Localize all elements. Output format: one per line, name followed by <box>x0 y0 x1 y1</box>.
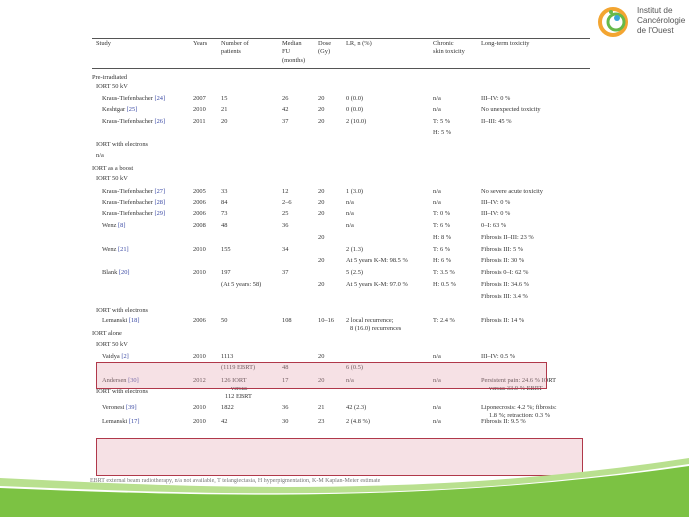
cell-patients: 112 EBRT <box>225 393 252 400</box>
cell-fu: 12 <box>282 188 289 195</box>
cell-patients: 48 <box>221 222 228 229</box>
citation-link[interactable]: [28] <box>154 199 166 206</box>
table-row <box>92 199 592 209</box>
citation-link[interactable]: [26] <box>154 118 166 125</box>
cell-years: 2010 <box>193 106 206 113</box>
cell-dose: 21 <box>318 404 325 411</box>
cell-skin: n/a <box>433 418 441 425</box>
cell-fu: 26 <box>282 95 289 102</box>
cell-tox: Fibrosis II–III: 23 % <box>481 234 534 241</box>
citation-link[interactable]: [39] <box>125 404 137 411</box>
cell-tox: III–IV: 0 % <box>481 199 511 206</box>
cell-fu: 42 <box>282 106 289 113</box>
section-row <box>92 388 592 398</box>
cell-study: Lemanski [18] <box>102 317 140 324</box>
cell-study: Kraus-Tiefenbacher [26] <box>102 118 166 125</box>
cell-skin: H: 6 % <box>433 257 452 264</box>
cell-tox: 0–I: 63 % <box>481 222 507 229</box>
cell-study: Veronesi [39] <box>102 404 137 411</box>
cell-patients: 197 <box>221 269 231 276</box>
cell-lr: n/a <box>346 199 354 206</box>
cell-fu: 34 <box>282 246 289 253</box>
cell-lr: 2 (1.3) <box>346 246 364 253</box>
cell-fu: 17 <box>282 377 289 384</box>
cell-skin: T: 6 % <box>433 222 451 229</box>
cell-patients: 33 <box>221 188 228 195</box>
cell-skin: n/a <box>433 188 441 195</box>
table-row <box>92 95 592 105</box>
cell-patients: (At 5 years: 58) <box>221 281 262 288</box>
cell-dose: 20 <box>318 234 325 241</box>
cell-lr: At 5 years K-M: 97.0 % <box>346 281 408 288</box>
cell-lr: 0 (0.0) <box>346 95 364 102</box>
cell-study: IORT as a boost <box>92 165 134 172</box>
header-study: Study <box>96 40 111 47</box>
cell-dose: 23 <box>318 418 325 425</box>
section-row <box>92 152 592 162</box>
citation-link[interactable]: [18] <box>128 317 140 324</box>
cell-tox: Fibrosis II: 34.6 % <box>481 281 529 288</box>
cell-tox: III–IV: 0.5 % <box>481 353 516 360</box>
cell-years: 2008 <box>193 222 206 229</box>
citation-link[interactable]: [17] <box>128 418 140 425</box>
cell-dose: 20 <box>318 210 325 217</box>
cell-study: IORT 50 kV <box>96 83 128 90</box>
section-row <box>92 330 592 340</box>
cell-patients: (1119 EBRT) <box>221 364 256 371</box>
cell-fu: 36 <box>282 222 289 229</box>
table-row <box>92 188 592 198</box>
institut-logo-text: Institut de Cancérologie de l'Ouest <box>637 6 686 35</box>
cell-study: Wenz [8] <box>102 222 126 229</box>
cell-skin: n/a <box>433 353 441 360</box>
cell-lr: 2 (4.8 %) <box>346 418 370 425</box>
cell-tox: 1.8 %; retraction: 0.3 % <box>489 412 551 419</box>
cell-tox: No severe acute toxicity <box>481 188 543 195</box>
header-skin: Chronic skin toxicity <box>433 40 465 56</box>
table-row <box>92 269 592 279</box>
cell-study: Keshtgar [25] <box>102 106 138 113</box>
cell-study: IORT 50 kV <box>96 175 128 182</box>
table-footnote: EBRT external beam radiotherapy, n/a not available, T telangiectasia, H hyperpigmentation, K-M Kaplan-Meier estimate <box>90 478 381 484</box>
cell-fu: 108 <box>282 317 292 324</box>
table-row <box>92 118 592 128</box>
cell-study: n/a <box>96 152 104 159</box>
cell-dose: 20 <box>318 199 325 206</box>
cell-skin: H: 5 % <box>433 129 452 136</box>
cell-years: 2011 <box>193 118 206 125</box>
section-row <box>92 175 592 185</box>
cell-patients: versus <box>231 385 248 392</box>
cell-fu: 30 <box>282 418 289 425</box>
cell-study: IORT with electrons <box>96 388 149 395</box>
cell-years: 2010 <box>193 418 206 425</box>
cell-skin: T: 5 % <box>433 118 451 125</box>
table-row <box>92 293 592 303</box>
citation-link[interactable]: [21] <box>118 246 129 253</box>
cell-tox: No unexpected toxicity <box>481 106 541 113</box>
cell-patients: 50 <box>221 317 228 324</box>
cell-study: Pre-irradiated <box>92 74 128 81</box>
table-row <box>92 317 592 332</box>
cell-dose: 10–16 <box>318 317 334 324</box>
cell-years: 2010 <box>193 269 206 276</box>
cell-study: Kraus-Tiefenbacher [27] <box>102 188 166 195</box>
cell-skin: n/a <box>433 199 441 206</box>
cell-study: Kraus-Tiefenbacher [28] <box>102 199 166 206</box>
header-fu: Median FU (months) <box>282 40 306 64</box>
cell-patients: 84 <box>221 199 228 206</box>
header-patients: Number of patients <box>221 40 249 56</box>
cell-lr: 42 (2.3) <box>346 404 367 411</box>
cell-tox: Persistent pain: 24.6 % IORT <box>481 377 557 384</box>
cell-tox: Fibrosis 0–I: 62 % <box>481 269 529 276</box>
table-row <box>92 257 592 267</box>
cell-dose: 20 <box>318 377 325 384</box>
table-row <box>92 246 592 256</box>
cell-fu: 37 <box>282 118 289 125</box>
citation-link[interactable]: [29] <box>154 210 166 217</box>
cell-skin: T: 6 % <box>433 246 451 253</box>
section-row <box>92 83 592 93</box>
cell-dose: 20 <box>318 353 325 360</box>
cell-study: Kraus-Tiefenbacher [29] <box>102 210 166 217</box>
citation-link[interactable]: [25] <box>126 106 138 113</box>
cell-fu: 37 <box>282 269 289 276</box>
cell-fu: 2–6 <box>282 199 292 206</box>
cell-tox: versus 33.9 % EBRT <box>489 385 543 392</box>
cell-years: 2006 <box>193 210 206 217</box>
cell-patients: 20 <box>221 118 228 125</box>
cell-fu: 36 <box>282 404 289 411</box>
cell-fu: 25 <box>282 210 289 217</box>
cell-dose: 20 <box>318 188 325 195</box>
cell-lr: n/a <box>346 222 354 229</box>
cell-study: Wenz [21] <box>102 246 129 253</box>
cell-patients: 1113 <box>221 353 234 360</box>
cell-lr: 1 (3.0) <box>346 188 364 195</box>
cell-skin: H: 8 % <box>433 234 452 241</box>
cell-tox: III–IV: 0 % <box>481 95 511 102</box>
cell-years: 2010 <box>193 246 206 253</box>
table-row <box>92 404 592 419</box>
cell-skin: T: 0 % <box>433 210 451 217</box>
section-row <box>92 165 592 175</box>
citation-link[interactable]: [20] <box>118 269 130 276</box>
cell-lr: At 5 years K-M: 98.5 % <box>346 257 408 264</box>
header-dose: Dose (Gy) <box>318 40 332 56</box>
cell-study: IORT with electrons <box>96 307 149 314</box>
cell-tox: Fibrosis II: 14 % <box>481 317 525 324</box>
cell-lr: 5 (2.5) <box>346 269 364 276</box>
table-row <box>92 222 592 232</box>
table-row <box>92 281 592 291</box>
cell-study: Blank [20] <box>102 269 130 276</box>
table-row <box>92 418 592 428</box>
citation-link[interactable]: [24] <box>154 95 166 102</box>
cell-skin: n/a <box>433 95 441 102</box>
cell-lr: 2 local recurrence; <box>346 317 394 324</box>
cell-years: 2010 <box>193 404 206 411</box>
cell-patients: 15 <box>221 95 228 102</box>
cell-years: 2010 <box>193 353 206 360</box>
cell-tox: Fibrosis III: 5 % <box>481 246 524 253</box>
cell-skin: n/a <box>433 106 441 113</box>
table-header <box>92 40 592 62</box>
section-row <box>92 341 592 351</box>
table-row <box>92 106 592 116</box>
cell-lr: n/a <box>346 377 354 384</box>
cell-tox: II–III: 45 % <box>481 118 512 125</box>
cell-study: IORT with electrons <box>96 141 149 148</box>
cell-study: Lemanski [17] <box>102 418 140 425</box>
cell-tox: Fibrosis III: 3.4 % <box>481 293 528 300</box>
cell-patients: 73 <box>221 210 228 217</box>
cell-lr: 0 (0.0) <box>346 106 364 113</box>
table-row <box>92 129 592 139</box>
cell-skin: n/a <box>433 404 441 411</box>
cell-dose: 20 <box>318 95 325 102</box>
section-row <box>92 307 592 317</box>
cell-lr: 6 (0.5) <box>346 364 364 371</box>
header-years: Years <box>193 40 208 47</box>
cell-skin: H: 0.5 % <box>433 281 456 288</box>
cell-patients: 155 <box>221 246 231 253</box>
cell-dose: 20 <box>318 106 325 113</box>
cell-dose: 20 <box>318 118 325 125</box>
cell-tox: Liponecrosis: 4.2 %; fibrosis: <box>481 404 557 411</box>
header-lr: LR, n (%) <box>346 40 372 47</box>
cell-study: Kraus-Tiefenbacher [24] <box>102 95 166 102</box>
cell-lr: n/a <box>346 210 354 217</box>
cell-study: IORT 50 kV <box>96 341 128 348</box>
citation-link[interactable]: [8] <box>118 222 126 229</box>
cell-patients: 1822 <box>221 404 234 411</box>
cell-study: IORT alone <box>92 330 122 337</box>
table-row <box>92 210 592 220</box>
highlight-iort-50kv <box>96 362 547 389</box>
cell-patients: 21 <box>221 106 228 113</box>
cell-years: 2006 <box>193 317 206 324</box>
cell-years: 2006 <box>193 199 206 206</box>
section-row <box>92 141 592 151</box>
decorative-wave <box>0 458 689 517</box>
cell-years: 2005 <box>193 188 206 195</box>
cell-fu: 48 <box>282 364 289 371</box>
cell-patients: 42 <box>221 418 228 425</box>
cell-years: 2012 <box>193 377 206 384</box>
cell-tox: Fibrosis II: 30 % <box>481 257 525 264</box>
cell-dose: 20 <box>318 257 325 264</box>
cell-study: Vaidya [2] <box>102 353 129 360</box>
cell-skin: n/a <box>433 377 441 384</box>
header-toxicity: Long-term toxicity <box>481 40 530 47</box>
table-row <box>92 234 592 244</box>
cell-years: 2007 <box>193 95 206 102</box>
citation-link[interactable]: [2] <box>121 353 129 360</box>
cell-study: Andersen [30] <box>102 377 139 384</box>
cell-patients: 126 IORT <box>221 377 247 384</box>
citation-link[interactable]: [30] <box>128 377 139 384</box>
cell-skin: T: 3.5 % <box>433 269 455 276</box>
cell-tox: III–IV: 0 % <box>481 210 511 217</box>
cell-skin: T: 2.4 % <box>433 317 455 324</box>
cell-dose: 20 <box>318 281 325 288</box>
cell-lr: 8 (16.0) recurrences <box>350 325 402 332</box>
citation-link[interactable]: [27] <box>154 188 166 195</box>
cell-tox: Fibrosis II: 9.5 % <box>481 418 526 425</box>
cell-lr: 2 (10.0) <box>346 118 367 125</box>
